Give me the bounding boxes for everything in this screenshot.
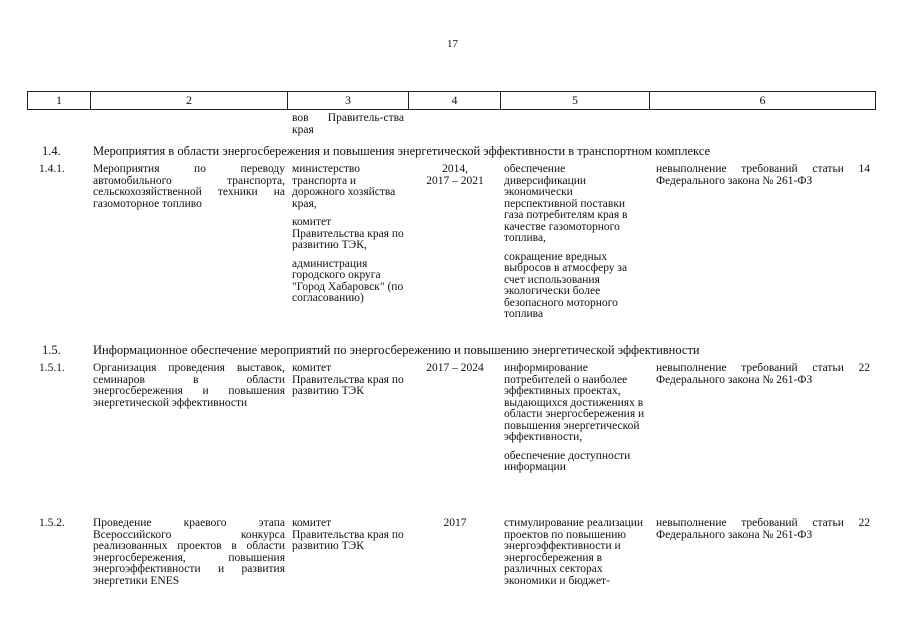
row-number: 1.5.1. xyxy=(39,362,65,374)
continuation-executor: вов Правитель-ства края xyxy=(292,113,404,136)
section-number: 1.5. xyxy=(42,343,61,357)
page-number: 17 xyxy=(447,38,458,50)
event-name: Проведение краевого этапа Всероссийского конкурса реализованных проектов в области энергосбережения, повышения энергоэффективности и развития энергетики ENES xyxy=(93,518,285,587)
consequences: невыполнение требований статьи 14 Федерального закона № 261-ФЗ xyxy=(656,164,870,187)
section-title: Мероприятия в области энергосбережения и повышения энергетической эффективности в транспортном комплексе xyxy=(93,144,711,158)
header-col-5: 5 xyxy=(501,91,650,110)
row-number: 1.4.1. xyxy=(39,163,65,175)
period: 2017 xyxy=(443,518,467,529)
header-col-2: 2 xyxy=(91,91,288,110)
header-col-1: 1 xyxy=(27,91,91,110)
event-name: Мероприятия по переводу автомобильного транспорта, сельскохозяйственной техники на газомоторное топливо xyxy=(93,164,285,210)
section-title: Информационное обеспечение мероприятий по энергосбережению и повышению энергетической эффективности xyxy=(93,343,700,357)
event-name: Организация проведения выставок, семинаров в области энергосбережения и повышения энергетической эффективности xyxy=(93,363,285,409)
executors: министерство транспорта и дорожного хозяйства края, комитет Правительства края по развитию ТЭК, администрация городского округа "Город Хабаровск" (по согласованию) xyxy=(292,164,404,304)
consequences: невыполнение требований статьи 22 Федерального закона № 261-ФЗ xyxy=(656,363,870,386)
period: 2017 – 2024 xyxy=(426,363,484,374)
expected-results: обеспечение диверсификации экономически перспективной поставки газа потребителям края в качестве газомоторного топлива, сокращение вредных выбросов в атмосферу за счет использования экологически более безопасного моторного топлива xyxy=(504,164,628,320)
header-col-4: 4 xyxy=(409,91,501,110)
executors: комитет Правительства края по развитию ТЭК xyxy=(292,363,404,397)
consequences: невыполнение требований статьи 22 Федерального закона № 261-ФЗ xyxy=(656,518,870,541)
header-col-6: 6 xyxy=(650,91,876,110)
expected-results: стимулирование реализации проектов по повышению энергоэффективности и энергосбережения в различных секторах экономики и бюджет- xyxy=(504,518,644,587)
header-col-3: 3 xyxy=(288,91,409,110)
section-number: 1.4. xyxy=(42,144,61,158)
row-number: 1.5.2. xyxy=(39,517,65,529)
executors: комитет Правительства края по развитию ТЭК xyxy=(292,518,404,552)
expected-results: информирование потребителей о наиболее эффективных проектах, выдающихся достижениях в области энергосбережения и повышения энергетической эффективности, обеспечение доступности информации xyxy=(504,363,645,473)
period: 2014, 2017 – 2021 xyxy=(426,164,484,187)
